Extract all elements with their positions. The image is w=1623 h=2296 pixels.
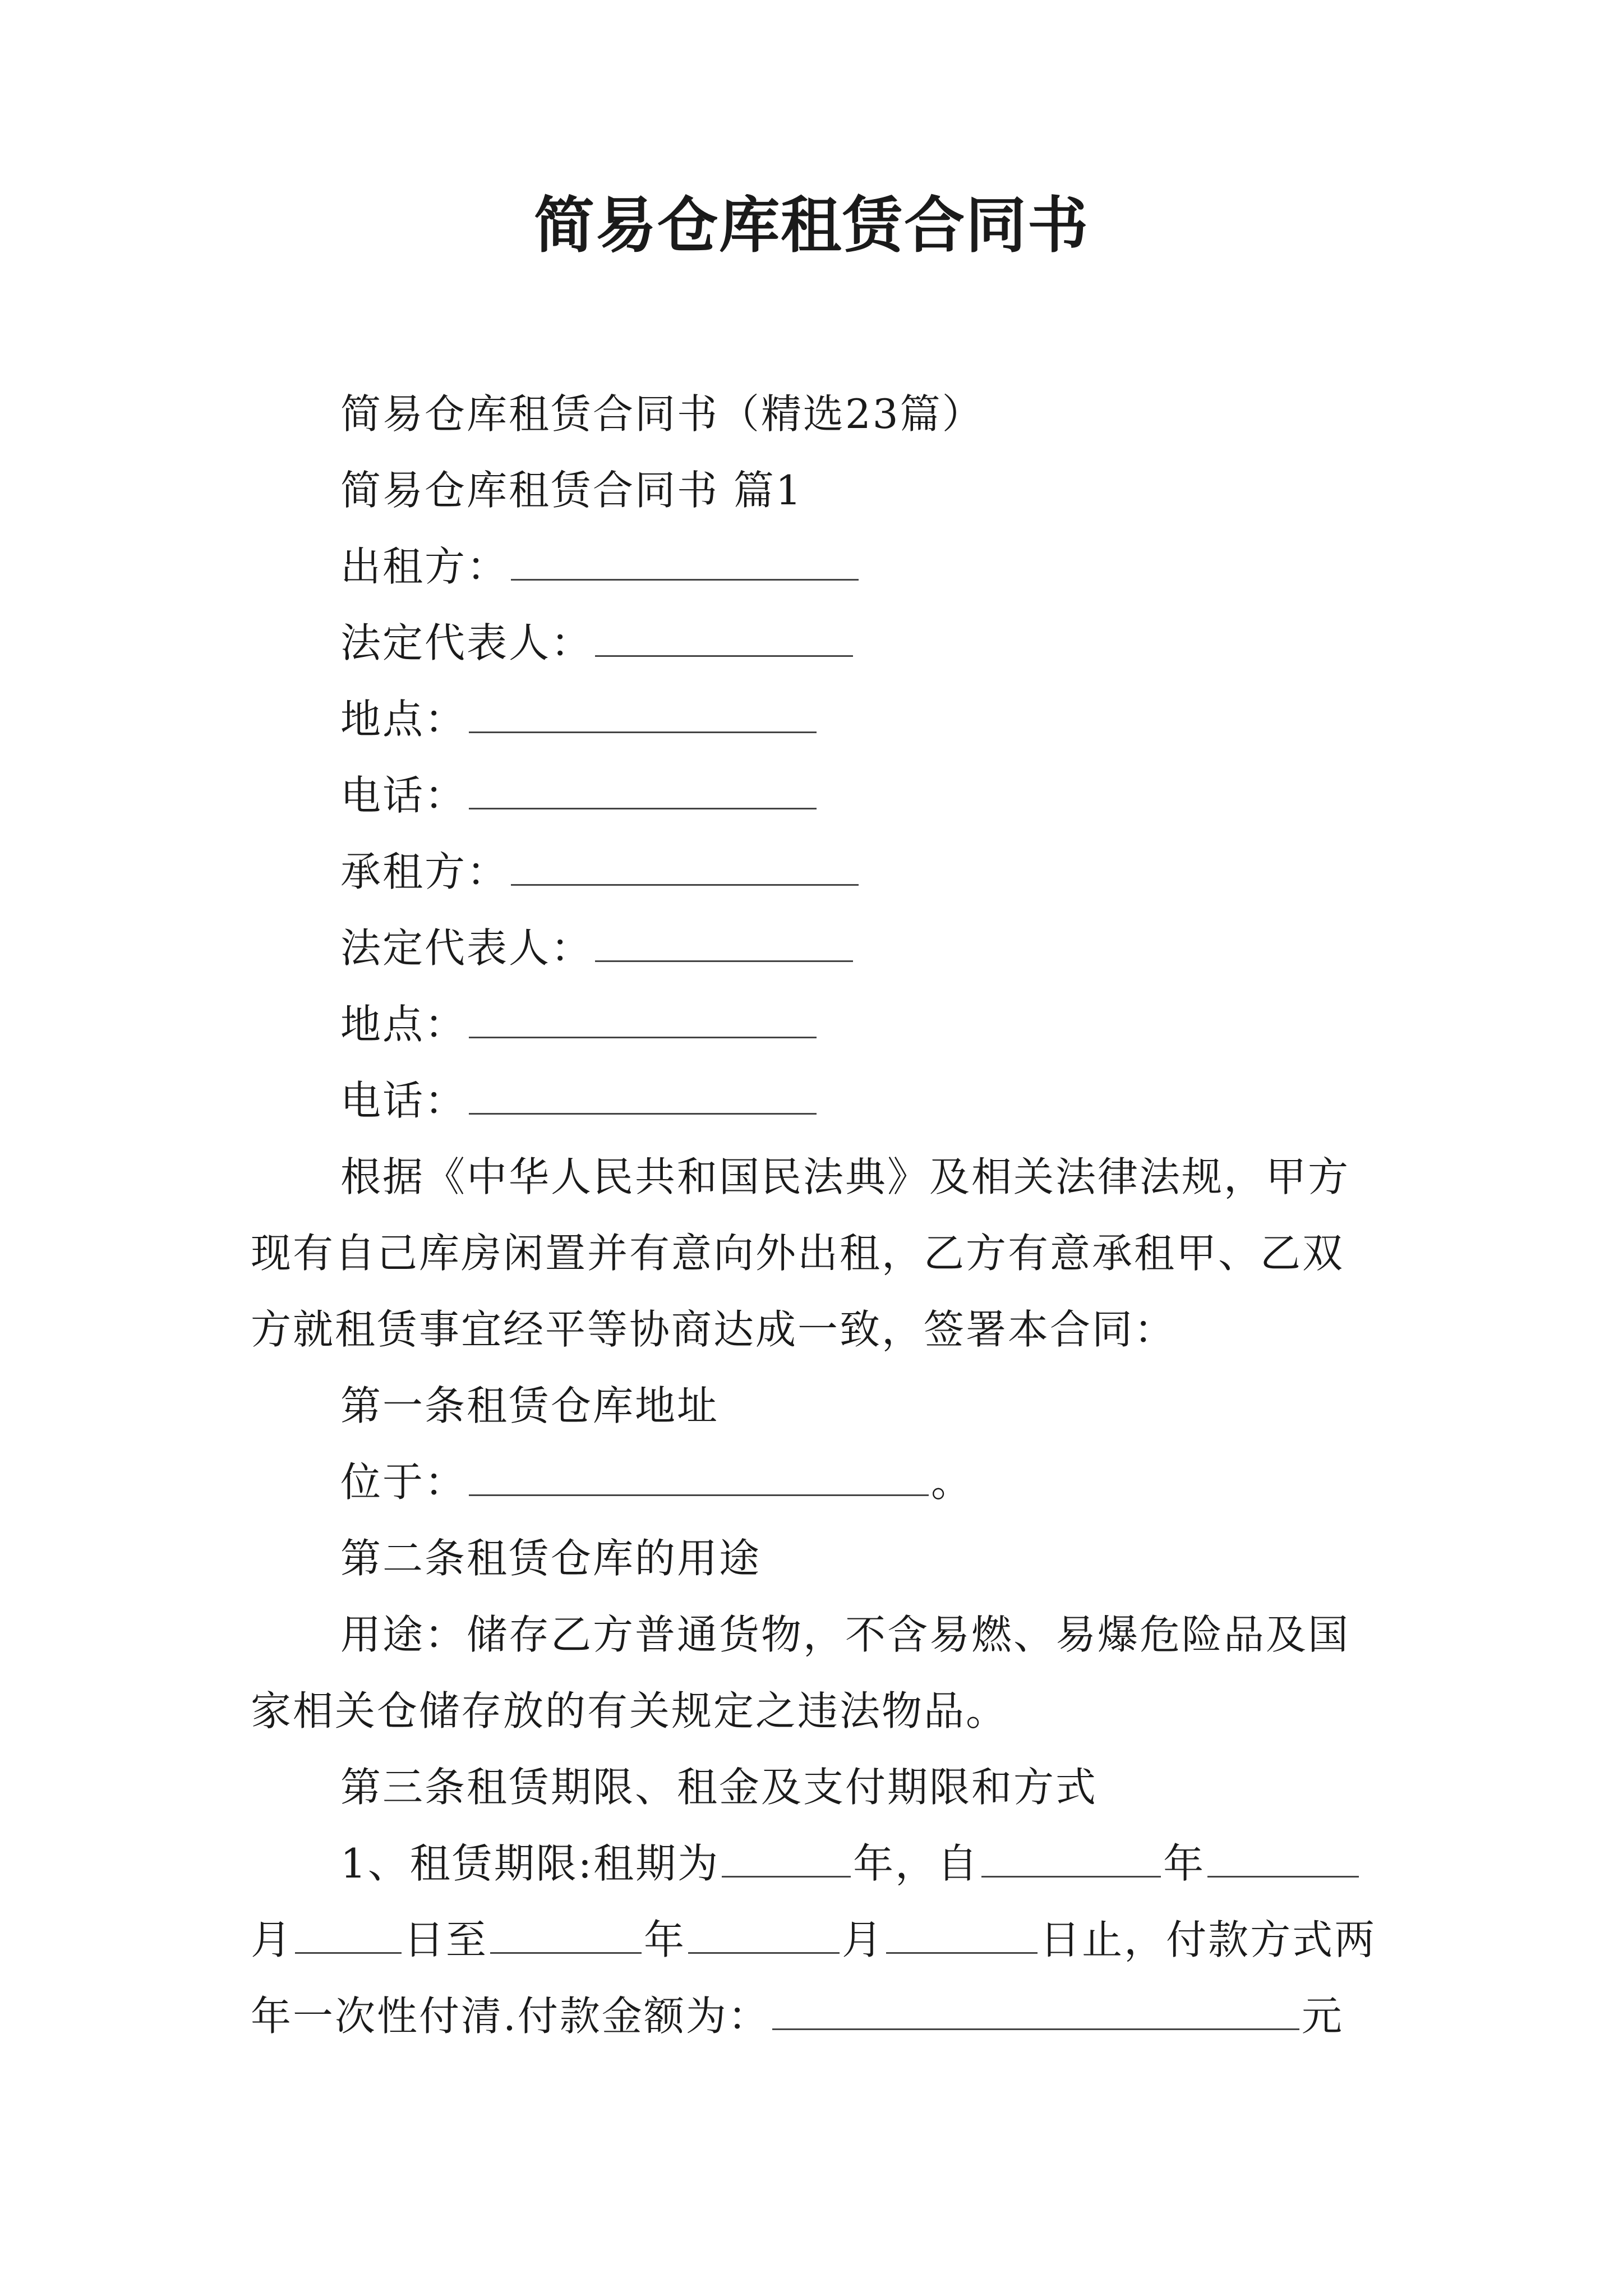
start-day-blank[interactable] (295, 1916, 402, 1954)
start-month-blank[interactable] (1207, 1840, 1359, 1878)
location-blank[interactable] (469, 1458, 929, 1496)
document-title: 简易仓库租赁合同书 (533, 190, 1089, 261)
lessor-address-line (251, 681, 1378, 757)
term-text-3: 年 (1163, 1840, 1206, 1887)
lessee-rep-label: 法定代表人： (340, 924, 593, 972)
term-text-1: 1、租赁期限:租期为 (340, 1840, 720, 1887)
term-text-9: 元 (1301, 1993, 1344, 2040)
article-1-location-line (251, 1444, 1378, 1520)
term-years-blank[interactable] (722, 1840, 851, 1878)
lessor-rep-label: 法定代表人： (340, 619, 593, 666)
lessee-party-label: 承租方： (340, 848, 509, 895)
location-label: 位于： (340, 1458, 467, 1506)
article-2-text: 用途：储存乙方普通货物，不含易燃、易爆危险品及国家相关仓储存放的有关规定之违法物品。 (251, 1611, 1350, 1734)
term-text-7: 月 (842, 1916, 884, 1963)
lessor-phone-line (251, 757, 1378, 834)
lessor-party-blank[interactable] (511, 543, 859, 581)
lessee-address-blank[interactable] (469, 1001, 817, 1038)
subtitle: 简易仓库租赁合同书（精选23篇） (340, 390, 984, 438)
lessee-party-line (251, 834, 1378, 910)
article-3-term-paragraph (251, 1825, 1378, 2054)
article-3-heading: 第三条租赁期限、租金及支付期限和方式 (340, 1764, 1098, 1811)
lessor-phone-blank[interactable] (469, 772, 817, 809)
term-text-6: 年 (644, 1916, 686, 1963)
end-month-blank[interactable] (688, 1916, 840, 1954)
term-text-4: 月 (251, 1916, 293, 1963)
end-day-blank[interactable] (886, 1916, 1038, 1954)
term-text-2: 年，自 (853, 1840, 980, 1887)
lessor-party-label: 出租方： (340, 543, 509, 590)
location-end: 。 (931, 1458, 974, 1506)
lessee-phone-label: 电话： (340, 1077, 467, 1124)
lessee-rep-blank[interactable] (595, 924, 853, 962)
document-body (251, 376, 1378, 2054)
article-2-heading: 第二条租赁仓库的用途 (340, 1535, 762, 1582)
term-text-8: 日止，付款方式两年一次性付清.付款金额为： (251, 1916, 1377, 2040)
lessor-rep-blank[interactable] (595, 619, 853, 657)
end-year-blank[interactable] (490, 1916, 642, 1954)
lessee-address-label: 地点： (340, 1001, 467, 1048)
start-year-blank[interactable] (981, 1840, 1161, 1878)
intro-paragraph: 根据《中华人民共和国民法典》及相关法律法规，甲方现有自己库房闲置并有意向外出租，乙方有意承租甲、乙双方就租赁事宜经平等协商达成一致，签署本合同： (251, 1153, 1350, 1353)
amount-blank[interactable] (772, 1993, 1299, 2030)
lessor-address-blank[interactable] (469, 696, 817, 733)
lessor-phone-label: 电话： (340, 772, 467, 819)
term-text-5: 日至 (404, 1916, 488, 1963)
lessor-rep-line (251, 605, 1378, 681)
lessee-phone-line (251, 1062, 1378, 1139)
lessee-rep-line (251, 910, 1378, 986)
article-1-heading: 第一条租赁仓库地址 (340, 1382, 720, 1429)
section-heading: 简易仓库租赁合同书 篇1 (340, 467, 803, 514)
lessor-address-label: 地点： (340, 696, 467, 743)
lessor-party-line (251, 528, 1378, 605)
lessee-party-blank[interactable] (511, 848, 859, 886)
lessee-address-line (251, 986, 1378, 1062)
lessee-phone-blank[interactable] (469, 1077, 817, 1115)
